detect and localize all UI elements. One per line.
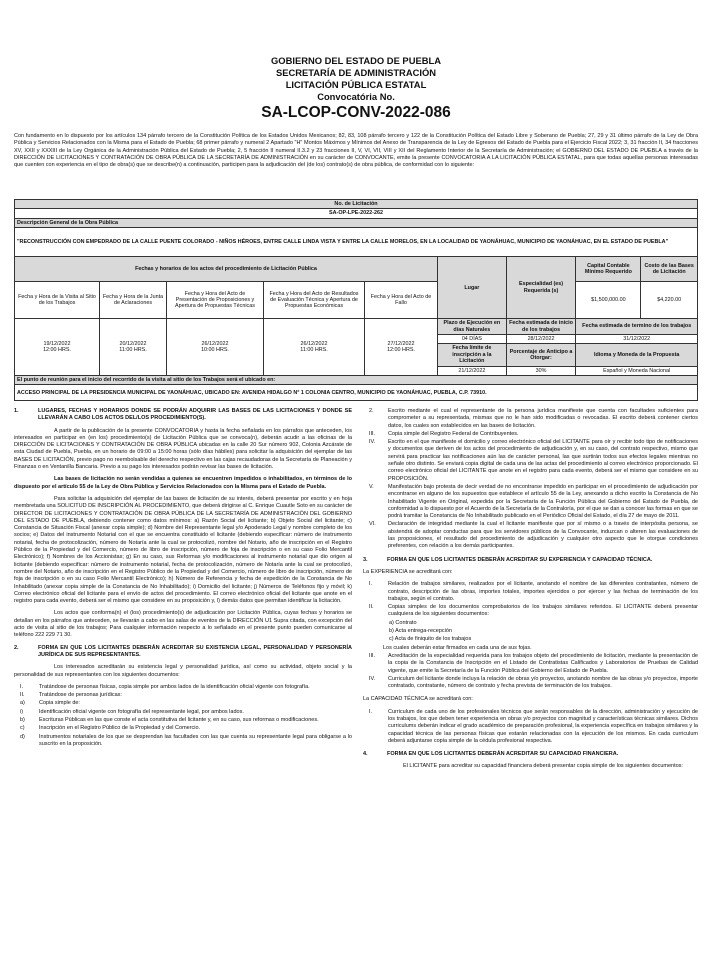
- section-1-heading: [14, 408, 352, 423]
- deadline-label: Fecha límite de inscripción a la Licitación: [438, 344, 507, 366]
- list-marker: I.: [369, 708, 373, 715]
- list-marker: I.: [20, 683, 24, 690]
- proposals-time: 10:00 HRS.: [201, 347, 229, 354]
- results-time: 11:00 HRS.: [300, 347, 328, 354]
- meeting-point-address: ACCESO PRINCIPAL DE LA PRESIDENCIA MUNICIPAL DE YAONÁHUAC, UBICADO EN: AVENIDA HIDALGO N° 1 COLONIA CENTRO, MUNICIPIO DE YAONÁHUAC, PUEBLA, C.P. 73910.: [15, 385, 698, 401]
- section-1-title: LUGARES, FECHAS Y HORARIOS DONDE SE PODRÁN ADQUIRIR LAS BASES DE LAS LICITACIONES Y DONDE SE LLEVARÁN A CABO LOS ACTOS DEL/LOS PROCEDIMIENTO(S).: [38, 408, 352, 422]
- description-value: "RECONSTRUCCIÓN CON EMPEDRADO DE LA CALLE PUENTE COLORADO - NIÑOS HÉROES, ENTRE CALLE LINDA VISTA Y ENTRE LA CALLE MORELOS, EN LA LOCALIDAD DE YAONÁHUAC, MUNICIPIO DE YAONÁHUAC, EN EL ESTADO DE PUEBLA": [15, 228, 698, 257]
- list-text: Declaración de integridad mediante la cual el licitante manifieste que por sí mismo o a través de interpósita persona, se abstendrá de adoptar conductas para que los servidores públicos de la Convocante, induzcan o alteren las evaluaciones de las proposiciones, el resultado del procedimiento de adjudicación y cualquier otro aspecto que le otorgue condiciones preferentes, con relación a los demás participantes.: [388, 521, 698, 550]
- place-header: Lugar: [438, 257, 507, 319]
- capital-value: $1,500,000.00: [576, 282, 641, 319]
- section-3-number: 3.: [363, 556, 368, 563]
- list-marker: I.: [369, 581, 373, 588]
- list-item: [369, 431, 698, 438]
- list-item: [369, 676, 698, 691]
- list-marker: i): [20, 708, 24, 715]
- deadline-value: 21/12/2022: [438, 366, 507, 375]
- col-clarifications: Fecha y Hora de la Junta de Aclaraciones: [100, 282, 167, 319]
- section-4-paragraph: El LICITANTE para acreditar su capacidad financiera deberá presentar copia simple de los siguientes documentos:: [403, 763, 683, 770]
- document-option: b) Acta entrega-recepción: [389, 628, 452, 635]
- col-proposals: Fecha y Hora del Acto de Presentación de Proposiciones y Apertura de Propuestas Técnicas: [167, 282, 264, 319]
- start-label: Fecha estimada de inicio de los trabajos: [506, 319, 576, 335]
- list-item: [369, 653, 698, 675]
- capital-header: Capital Contable Mínimo Requerido: [576, 257, 641, 282]
- capacity-label: La CAPACIDAD TÉCNICA se acreditará con:: [363, 696, 473, 703]
- list-text: Tratándose de personas físicas, copia simple por ambos lados de la identificación oficial vigente con fotografía.: [39, 683, 310, 690]
- list-text: Acreditación de la especialidad requerida para los trabajos objeto del procedimiento de licitación, mediante la presentación de la copia de la Constancia de Inscripción en el Listado de Contratistas Calificados y Laboratorios de Pruebas de Calidad vigente, que emite la Secretaría de la Función Pública del Gobierno del Estado de Puebla.: [388, 652, 698, 674]
- left-column: [14, 408, 352, 749]
- list-marker: b): [20, 716, 25, 723]
- right-column: [363, 408, 698, 776]
- header-tender-type: LICITACIÓN PÚBLICA ESTATAL: [285, 79, 427, 90]
- cost-header: Costo de las Bases de Licitación: [641, 257, 698, 282]
- list-marker: III.: [369, 652, 376, 659]
- list-text: Curriculum del licitante donde incluya la relación de obras y/o proyectos, anotando nombre de las obras y/o proyectos, importe contratado, contratante, número de contrato y fecha prevista de terminación de los trabajos.: [388, 675, 698, 690]
- list-text: Copia simple de:: [39, 700, 80, 707]
- ruling-datetime: [365, 319, 438, 376]
- visit-datetime: [15, 319, 100, 376]
- intro-paragraph: Con fundamento en lo dispuesto por los artículos 134 párrafo tercero de la Constitución Política de los Estados Unidos Mexicanos; 82, 83, 108 párrafo tercero y 122 de la Constitución Política del Estado Libre y Soberano de Puebla; 27, 29 y 31 último párrafo de la Ley de Obra Pública y Servicios Relacionados con la Misma para el Estado de Puebla; 68 primer párrafo y numeral 2 Apartado "H" Montos Máximos y Mínimos del Anexo de Transparencia de la Ley de Egresos del Estado de Puebla para el Ejercicio Fiscal 2022; 3, 31 fracción II, 34 fracciones XV, XXII y XXXIII de la Ley Orgánica de la Administración Pública del Estado de Puebla; 2, 5 fracción II numeral II.3.2 y 23 fracciones II, V, VI, VII, VIII y XII del Reglamento Interior de la Secretaría de Administración; el GOBIERNO DEL ESTADO DE PUEBLA a través de la DIRECCIÓN DE LICITACIONES Y CONTRATACIÓN DE OBRA PÚBLICA DE LA SECRETARÍA DE ADMINISTRACIÓN en su carácter de CONVOCANTE, emite la presente CONVOCATORIA A LA LICITACIÓN PÚBLICA ESTATAL, para que todas aquellas personas interesadas que cuenten con experiencia en el tipo de obra(s) que se describe(n) a continuación, participen para la adjudicación del (de los) contrato(s) de obra pública, de conformidad con lo siguiente:: [14, 133, 698, 169]
- language-value: Español y Moneda Nacional: [576, 366, 698, 375]
- list-text: Escrituras Públicas en las que conste el acta constitutiva del licitante y, en su caso, sus reformas o modificaciones.: [39, 716, 319, 723]
- list-item: [369, 521, 698, 550]
- results-datetime: [264, 319, 365, 376]
- section-3-title: FORMA EN QUE LOS LICITANTES DEBERÁN ACREDITAR SU EXPERIENCIA Y CAPACIDAD TÉCNICA.: [387, 556, 653, 563]
- section-1-paragraph-2: Las bases de licitación no serán vendidas a quienes se encuentren impedidos o inhabilitados, en términos de lo dispuesto por el artículo 55 de la Ley de Obra Pública y Servicios Relacionados con la Misma para el Estado de Puebla.: [14, 476, 352, 490]
- list-text: Escrito en el que manifieste el domicilio y correo electrónico oficial del LICITANTE para oír y recibir todo tipo de notificaciones y documentos que deriven de los actos del procedimiento de adjudicación y, en su caso, del contrato respectivo, mismo que servirá para practicar las notificaciones aún las de carácter personal, las que surtirán todos sus efectos legales mientras no señale otro distinto. Se enviará copia digital de cada una de las actas del procedimiento al correo electrónico proporcionado. El correo electrónico oficial del LICITANTE que anote en el registro para cada evento, deberá ser el mismo que considere en su PROPOSICIÓN.: [388, 439, 698, 482]
- list-text: Curriculum de cada uno de los profesionales técnicos que serán responsables de la dirección, administración y ejecución de los trabajos, los que deben tener experiencia en obras y/o proyectos con magnitud y características técnicas similares. Dichos curriculums deberán indicar el grado académico de preparación profesional, la experiencia específica en trabajos similares y la capacidad técnica de las personas físicas que estarán relacionadas con la ejecución de los mismos. En cada curriculum deberá adjuntarse copia simple de la cédula profesional respectiva.: [388, 708, 698, 744]
- meeting-point-label: El punto de reunión para el inicio del recorrido de la visita al sitio de los Trabajos será el ubicado en:: [15, 376, 698, 385]
- list-marker: V.: [369, 483, 374, 490]
- list-item: [20, 692, 352, 699]
- tender-number-label: No. de Licitación: [15, 200, 698, 209]
- list-item: [20, 684, 352, 691]
- section-1-number: 1.: [14, 408, 19, 414]
- list-marker: a): [20, 700, 25, 707]
- clarifications-datetime: [100, 319, 167, 376]
- ruling-date: 27/12/2022: [387, 340, 415, 347]
- call-code: SA-LCOP-CONV-2022-086: [261, 104, 451, 121]
- header-call-label: Convocatória No.: [317, 91, 395, 102]
- list-text: Tratándose de personas jurídicas:: [39, 692, 122, 699]
- section-1-paragraph-4: Los actos que conforma(n) el (los) procedimiento(s) de adjudicación por Licitación Pública, cuyas fechas y horarios se detallan en los párrafos que anteceden, se llevarán a cabo en las salas de eventos de la DIRECCIÓN U1 Supra citada, con excepción del acto de visita al sitio de los trabajos; Para cualquier información respecto a lo señalado en el presente punto pueden comunicarse al teléfono 222 229 71 30.: [14, 610, 352, 639]
- document-option: c) Acta de finiquito de los trabajos: [389, 636, 472, 643]
- section-1-paragraph-3: Para solicitar la adquisición del ejemplar de las bases de licitación de su interés, deberá presentar por escrito y en hoja membretada una SOLICITUD DE INSCRIPCIÓN AL PROCEDIMIENTO, que deberá dirigirse al C. Enrique Cuautle Soto en su carácter de DIRECTOR DE LICITACIONES Y CONTRATACIÓN DE OBRA PÚBLICA DE LA SECRETARÍA DE ADMINISTRACIÓN DEL GOBIERNO DEL ESTADO DE PUEBLA, debiendo contener como datos mínimos: a) Razón Social del licitante; b) Objeto Social del licitante; c) Constancia de Situación Fiscal (anexar copia simple); d) Nombre del Representante legal y/o Apoderado Legal y nombre completo de los socios; e) Datos del instrumento Notarial con el que se encuentra constituido el licitante (debiendo especificar: número de instrumento notarial, fecha de protocolización, número de Notaría ante la cual se protocolizó, nombre del Notario, año de inscripción en el Registro Público de la Propiedad y del Comercio, número de libro de inscripción, número de foja de inscripción o en su caso Folio Mercantil Electrónico); f) Nombres de los Accionistas; g) En su caso, sus Reformas y/o modificaciones al instrumento notarial que dio origen al licitante (debiendo especificar: número de instrumento notarial, fecha de protocolización, número de Notaría ante la cual se protocolizó, nombre del Notario, año de inscripción en el Registro Público de la Propiedad y del Comercio, número de libro de inscripción, número de foja de inscripción o en su caso Folio Mercantil Electrónico); h) Número de Referencia y fecha de expedición de la Constancia de No Inhabilitado (anexar copia simple de la Constancia de No Inhabilitado); i) Domicilio del licitante; j) Números de Teléfonos fijo y móvil; k) Correo electrónico oficial del licitante para el envío de actos del procedimiento. El correo electrónico oficial del licitante que anote en el registro para cada evento, deberá ser el mismo que considere en su proposición y, l) demás datos que permitan identificar la licitación.: [14, 495, 352, 605]
- list-item: [369, 484, 698, 520]
- list-item: [369, 408, 698, 430]
- list-marker: VI.: [369, 521, 376, 528]
- col-ruling: Fecha y Hora del Acto de Fallo: [365, 282, 438, 319]
- experience-label: La EXPERIENCIA se acreditará con:: [363, 568, 453, 575]
- proposals-date: 26/12/2022: [201, 340, 229, 347]
- list-text: Identificación oficial vigente con fotografía del representante legal, por ambos lados.: [39, 708, 244, 715]
- list-marker: IV.: [369, 439, 376, 446]
- description-label: Descripción General de la Obra Pública: [15, 218, 698, 227]
- section-2-number: 2.: [14, 644, 19, 651]
- list-item: [20, 734, 352, 749]
- list-item: [369, 581, 698, 603]
- list-item: [20, 717, 352, 724]
- list-item: [369, 604, 698, 619]
- section-4-heading: [363, 751, 698, 758]
- advance-label: Porcentaje de Anticipo a Otorgar:: [506, 344, 576, 366]
- list-marker: III.: [369, 430, 376, 437]
- section-1-paragraph-1: A partir de la publicación de la presente CONVOCATORIA y hasta la fecha señalada en los párrafos que anteceden, los interesados en participar en (en los) procedimiento(s) de Licitación Pública que se convoca(n), deberán acudir a las oficinas de la DIRECCIÓN DE LICITACIONES Y CONTRATACIÓN DE OBRA PÚBLICA ubicadas en la calle 20 Sur número 902, Colonia Azcárate de esta Ciudad de Puebla, Puebla, en un horario de 09:00 a 15:00 horas (sólo días hábiles) para solicitar la adquisición del ejemplar de las BASES DE LICITACIÓN, previo pago no reembolsable del derecho respectivo en las cajas recaudadoras de la Secretaría de Planeación y Finanzas o en Ventanilla Bancaria. Previo a su pago los interesados podrán revisar las bases de licitación.: [14, 427, 352, 471]
- list-text: Instrumentos notariales de los que se desprendan las facultades con las que cuenta su representante legal para obligarse a lo suscrito en la proposición.: [39, 733, 352, 747]
- tender-table: [14, 199, 698, 401]
- list-marker: d): [20, 733, 25, 740]
- cost-value: $4,220.00: [641, 282, 698, 319]
- visit-date: 19/12/2022: [43, 340, 71, 347]
- header-secretariat: SECRETARÍA DE ADMINISTRACIÓN: [275, 67, 437, 78]
- specialty-header: Especialidad (es) Requerida (s): [506, 257, 576, 319]
- advance-value: 30%: [506, 366, 576, 375]
- list-marker: 2.: [369, 408, 374, 414]
- schedule-header: Fechas y horarios de los actos del procedimiento de Licitación Pública: [15, 257, 438, 282]
- list-item: [20, 709, 352, 716]
- tender-number-value: SA-OP-LPE-2022-262: [15, 209, 698, 218]
- list-text: Escrito mediante el cual el representante de la persona jurídica manifieste que cuenta con facultades suficientes para comprometer a su representada, mismas que no le han sido modificadas o revocadas. El escrito deberá contener ciertos datos, los cuales son establecidos en las bases de licitación.: [388, 408, 698, 429]
- section-4-title: FORMA EN QUE LOS LICITANTES DEBERÁN ACREDITAR SU CAPACIDAD FINANCIERA.: [387, 751, 619, 758]
- document-option: a) Contrato: [389, 619, 417, 626]
- list-item: [369, 439, 698, 483]
- section-3-heading: [363, 557, 698, 564]
- language-label: Idioma y Moneda de la Propuesta: [576, 344, 698, 366]
- clarifications-date: 20/12/2022: [119, 340, 147, 347]
- list-text: Copia simple del Registro Federal de Contribuyentes.: [388, 430, 519, 437]
- list-text: Inscripción en el Registro Público de la Propiedad y del Comercio.: [39, 725, 201, 732]
- list-marker: IV.: [369, 675, 376, 682]
- section-2-paragraph-1: Los interesados acreditarán su existencia legal y personalidad jurídica, así como su actividad, objeto social y la personalidad de sus representantes con los siguientes documentos:: [14, 664, 352, 678]
- end-value: 31/12/2022: [576, 335, 698, 344]
- col-site-visit: Fecha y Hora de la Visita al Sitio de los Trabajos: [15, 282, 100, 319]
- section-2-title: FORMA EN QUE LOS LICITANTES DEBERÁN ACREDITAR SU EXISTENCIA LEGAL, PERSONALIDAD Y PERSONERÍA JURÍDICA DE SUS REPRESENTANTES.: [38, 644, 352, 658]
- col-results: Fecha y Hora del Acto de Resultados de Evaluación Técnica y Apertura de Propuestas Económicas: [264, 282, 365, 319]
- header-government: GOBIERNO DEL ESTADO DE PUEBLA: [271, 55, 441, 66]
- list-marker: II.: [20, 692, 25, 699]
- list-text: Relación de trabajos similares, realizados por el licitante, anotando el nombre de las diferentes contratantes, número de contrato, descripción de las obras, importes totales, importes ejercidos o por ejercer y las fechas de terminación de los trabajos, según el contrato.: [388, 581, 698, 602]
- results-date: 26/12/2022: [300, 340, 328, 347]
- ruling-time: 12:00 HRS.: [387, 347, 415, 354]
- clarifications-time: 11:00 HRS.: [119, 347, 147, 354]
- list-item: [20, 725, 352, 732]
- term-label: Plazo de Ejecución en días Naturales: [438, 319, 507, 335]
- visit-time: 12:00 HRS.: [43, 347, 71, 354]
- list-text: Copias simples de los documentos comprobatorios de los trabajos similares referidos. El LICITANTE deberá presentar cualquiera de los siguientes documentos:: [388, 604, 698, 618]
- end-label: Fecha estimada de termino de los trabajos: [576, 319, 698, 335]
- list-text: Manifestación bajo protesta de decir verdad de no encontrarse impedido en participar en el procedimiento de adjudicación por encontrarse en alguno de los supuestos que establece el artículo 55 de la Ley, anexando a dicho escrito la Constancia de No Inhabilitado Vigente en Original, expedida por la Secretaría de la Función Pública del Gobierno del Estado de Puebla, de conformidad a lo dispuesto por el Acuerdo de la Secretaría de la Contraloría, por el que se dan a conocer las formas en que se podrá tramitar la Constancia de No Inhabilitado publicado en el Periódico Oficial del Estado, el día 27 de mayo de 2011.: [388, 483, 698, 520]
- list-marker: II.: [369, 604, 374, 611]
- term-value: 04 DÍAS: [438, 335, 507, 344]
- list-item: [369, 709, 698, 745]
- section-4-number: 4.: [363, 751, 368, 758]
- document-note: Los cuales deberán estar firmados en cada una de sus fojas.: [383, 644, 532, 651]
- list-item: [20, 700, 352, 707]
- start-value: 28/12/2022: [506, 335, 576, 344]
- section-2-heading: [14, 645, 352, 660]
- proposals-datetime: [167, 319, 264, 376]
- list-marker: c): [20, 725, 25, 732]
